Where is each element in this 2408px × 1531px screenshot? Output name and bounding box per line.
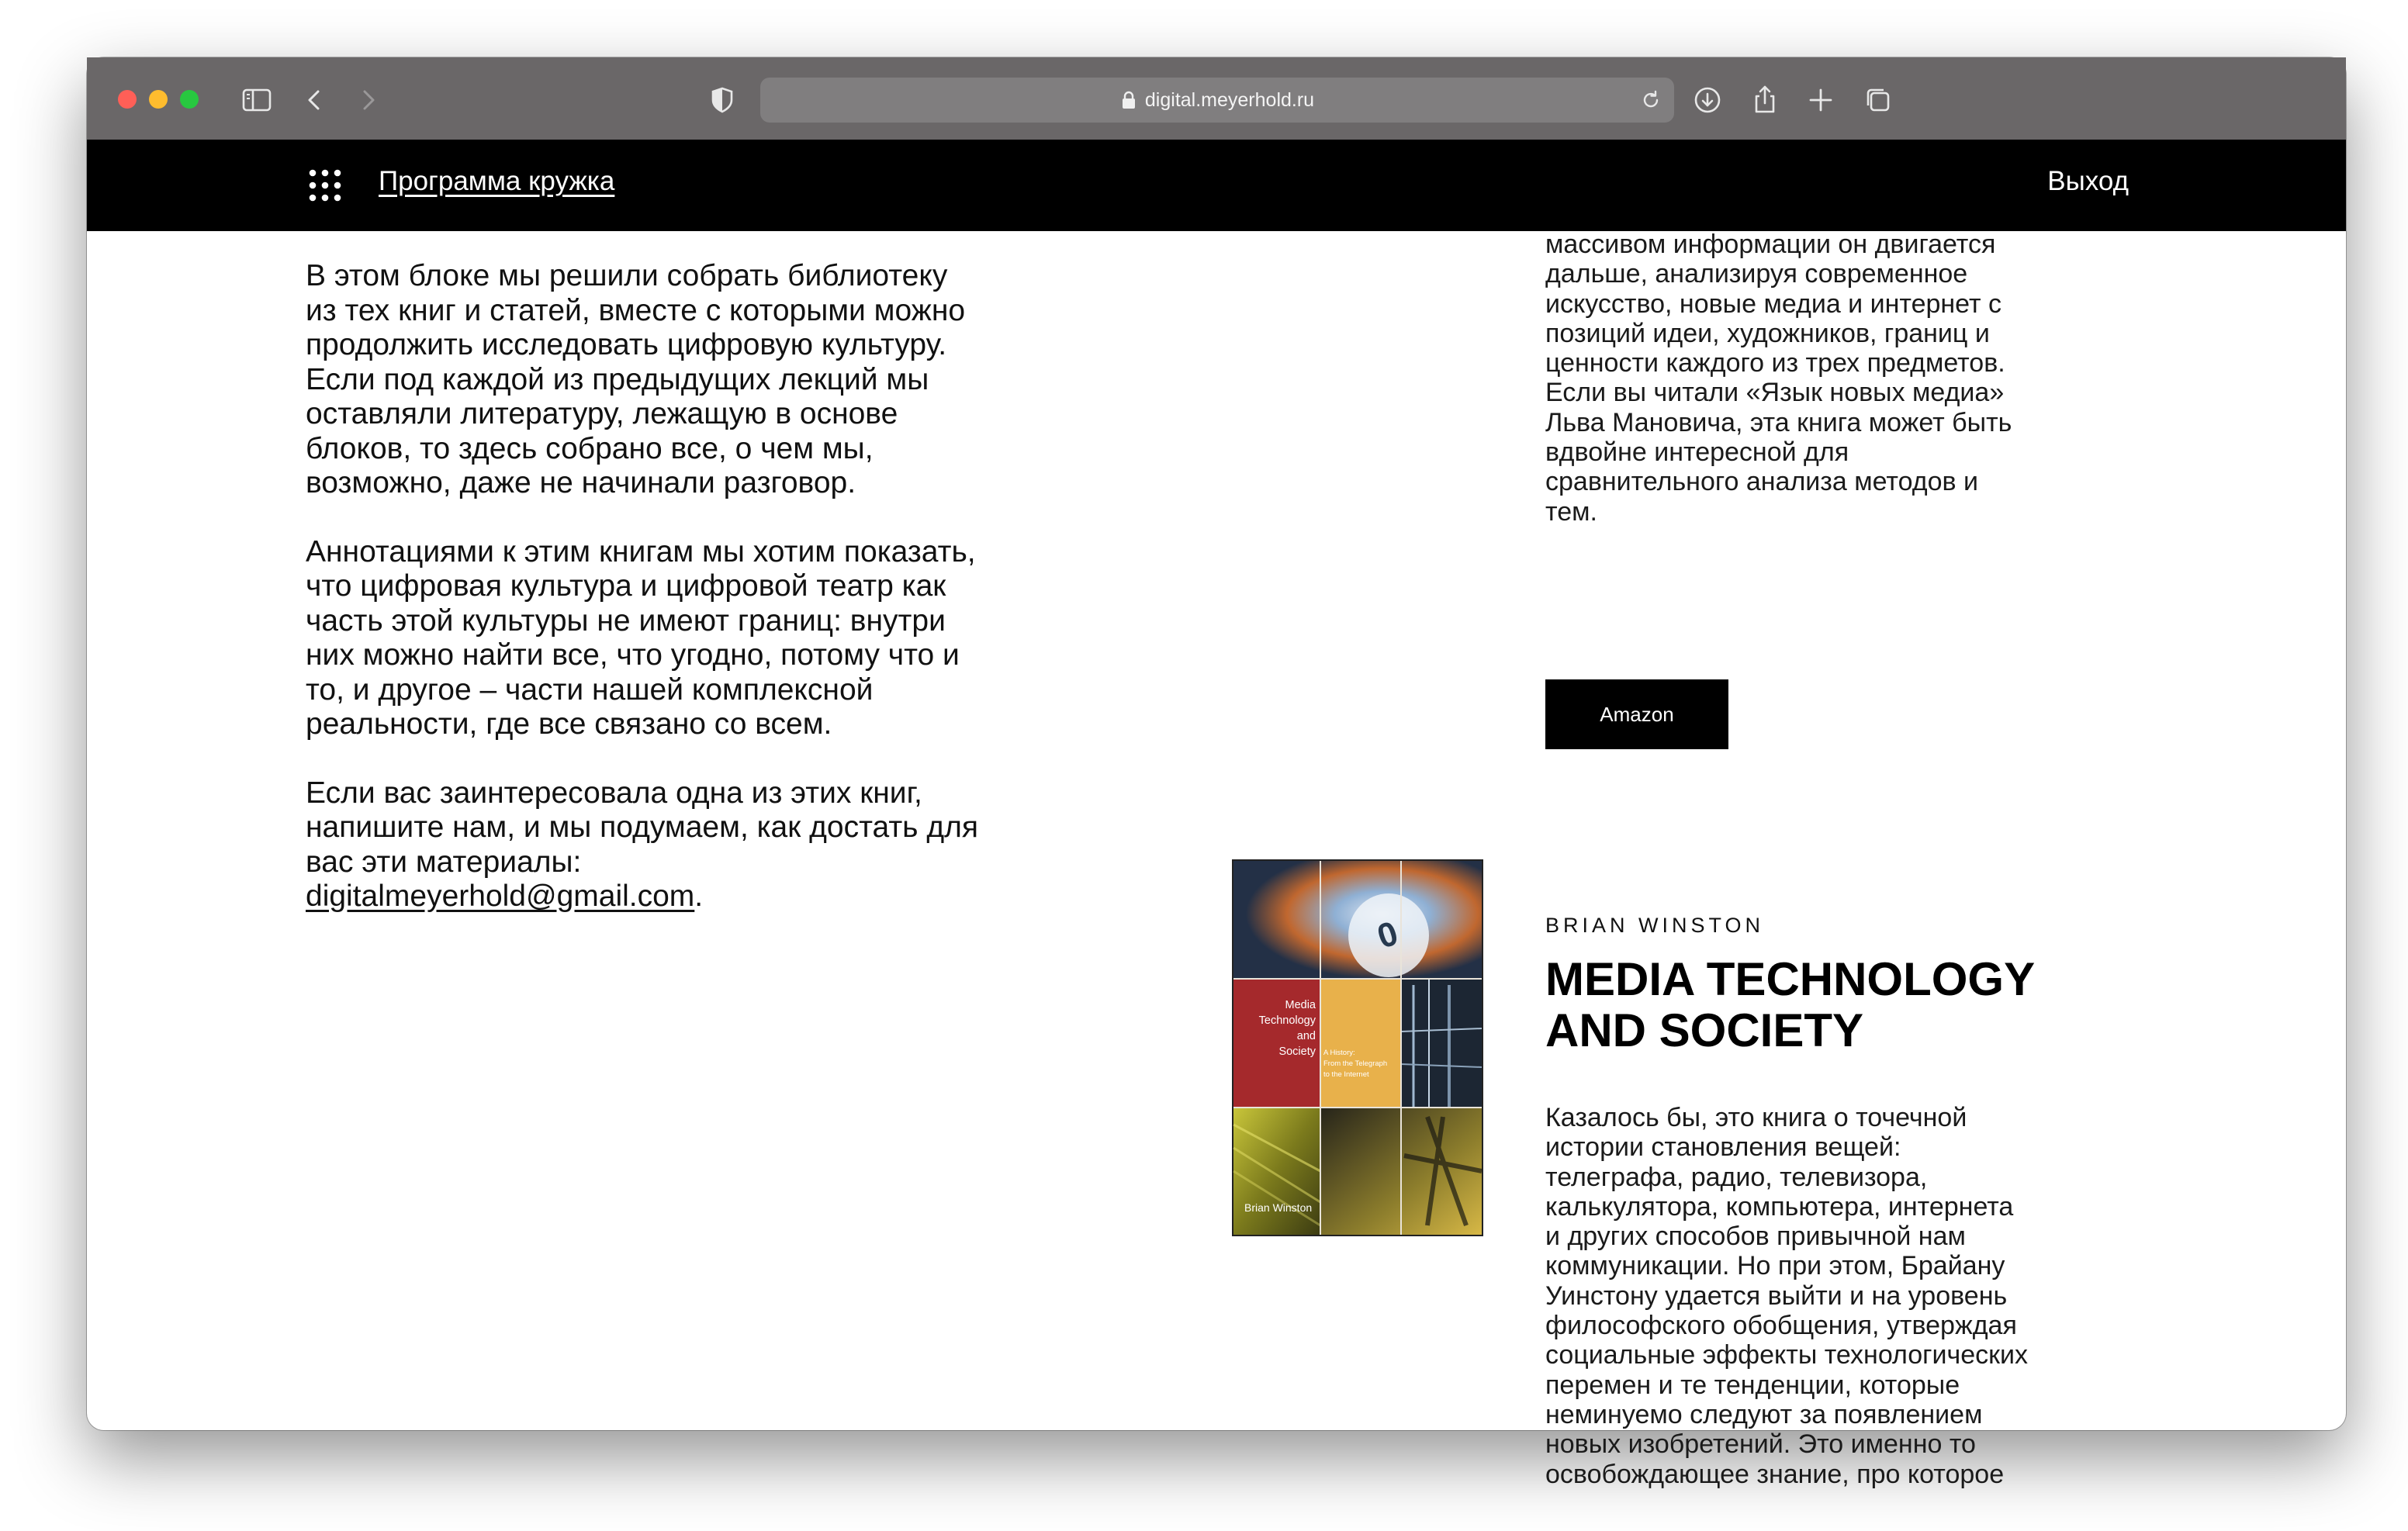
share-icon[interactable] <box>1747 82 1783 118</box>
browser-toolbar <box>87 57 2346 140</box>
book-description: Казалось бы, это книга о точечной истории становления вещей: телеграфа, радио, телевизора, калькулятора, компьютера, интернета и других способов привычной нам коммуникации. Но при этом, Брайану Уинстону удается выйти и на уровень философского обобщения, утверждая социальные эффекты технологических перемен и те тенденции, которые неминуемо следуют за появлением новых изобретений. Это именно то освобождающее знание, про которое <box>1545 1103 2029 1489</box>
cover-author: Brian Winston <box>1244 1201 1313 1214</box>
reload-icon[interactable] <box>1638 88 1663 112</box>
forward-icon[interactable] <box>351 82 386 118</box>
sidebar-toggle-icon[interactable] <box>239 82 275 118</box>
amazon-button[interactable]: Amazon <box>1545 679 1728 749</box>
intro-paragraph: Аннотациями к этим книгам мы хотим показать, что цифровая культура и цифровой театр как часть этой культуры не имеют границ: внутри них можно найти все, что угодно, потому что и то, и другое – части нашей комплексной реальности, где все связано со всем. <box>306 534 976 741</box>
address-bar[interactable] <box>760 78 1674 123</box>
contact-text: Если вас заинтересовала одна из этих книг, напишите нам, и мы подумаем, как достать для вас эти материалы: <box>306 776 978 879</box>
cover-title-line: Technology <box>1258 1014 1316 1027</box>
book-cover-image <box>1232 859 1483 1236</box>
zoom-window-button[interactable] <box>180 90 199 109</box>
program-link[interactable]: Программа кружка <box>379 166 615 196</box>
email-link[interactable]: digitalmeyerhold@gmail.com <box>306 880 695 913</box>
lock-icon <box>1120 90 1137 110</box>
cover-subtitle-line: to the Internet <box>1323 1070 1369 1079</box>
minimize-window-button[interactable] <box>149 90 168 109</box>
cover-subtitle-line: A History: <box>1323 1049 1355 1057</box>
new-tab-icon[interactable] <box>1803 82 1839 118</box>
page-content <box>87 230 2346 1489</box>
site-header <box>87 140 2346 231</box>
book-title: MEDIA TECHNOLOGY AND SOCIETY <box>1545 953 2036 1056</box>
menu-grid-icon[interactable] <box>307 168 343 203</box>
url-text: digital.meyerhold.ru <box>1144 88 1315 111</box>
library-intro <box>306 259 1035 949</box>
book-author: BRIAN WINSTON <box>1545 914 1765 937</box>
tab-overview-icon[interactable] <box>1860 82 1896 118</box>
cover-subtitle-line: From the Telegraph <box>1323 1059 1388 1068</box>
cover-title-line: and <box>1296 1030 1316 1042</box>
close-window-button[interactable] <box>118 90 137 109</box>
cover-title-line: Media <box>1285 999 1316 1011</box>
logout-link[interactable]: Выход <box>2047 166 2129 196</box>
back-icon[interactable] <box>296 82 332 118</box>
intro-paragraph <box>306 776 1035 914</box>
email-suffix: . <box>694 880 704 913</box>
intro-paragraph: В этом блоке мы решили собрать библиотеку из тех книг и статей, вместе с которыми можно продолжить исследовать цифровую культуру. Если под каждой из предыдущих лекций мы оставляли литературу, лежащую в основе блоков, то здесь собрано все, о чем мы, возможно, даже не начинали разговор. <box>306 259 966 499</box>
cover-title-line: Society <box>1278 1045 1316 1058</box>
browser-window <box>87 57 2346 1489</box>
downloads-icon[interactable] <box>1690 82 1725 118</box>
svg-text:0: 0 <box>1372 914 1403 956</box>
book-description: массивом информации он двигается дальше, анализируя современное искусство, новые медиа и интернет с позиций идеи, художников, границ и ценности каждого из трех предметов. Если вы читали «Язык новых медиа» Льва Мановича, эта книга может быть вдвойне интересной для сравнительного анализа методов и тем. <box>1545 230 2012 527</box>
privacy-shield-icon[interactable] <box>704 82 740 118</box>
